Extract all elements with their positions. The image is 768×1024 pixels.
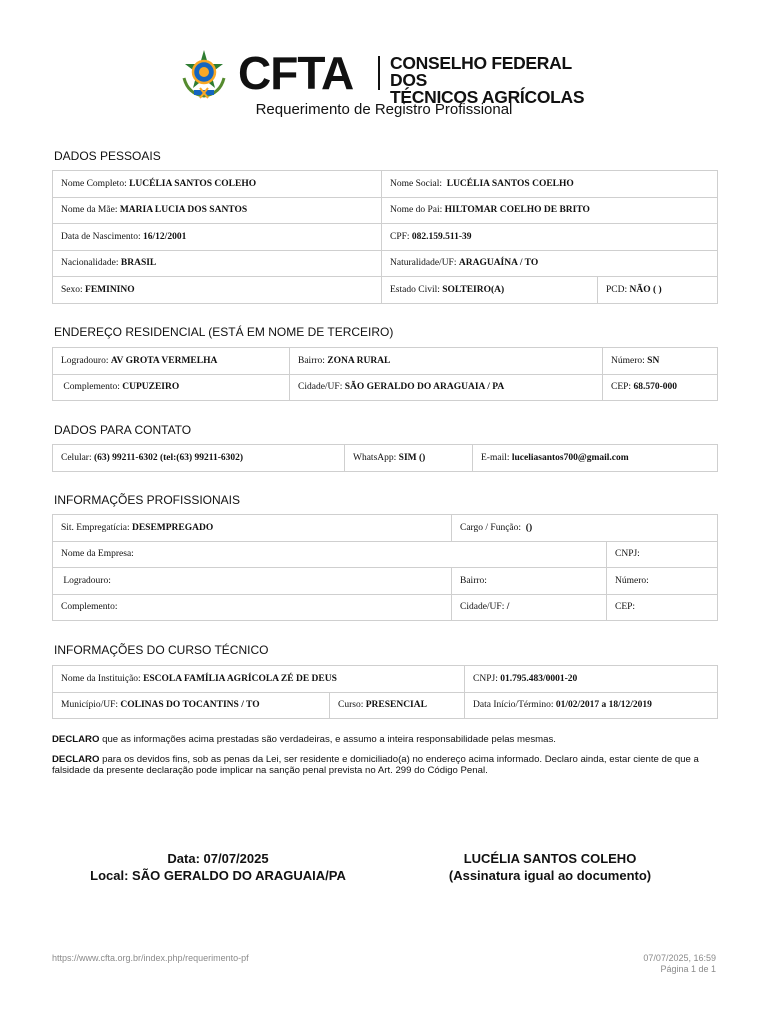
cell-numero-empresa: Número: xyxy=(607,568,718,595)
cell-numero: Número: SN xyxy=(603,348,718,375)
cell-cep-empresa: CEP: xyxy=(607,594,718,621)
cell-cidade: Cidade/UF: SÃO GERALDO DO ARAGUAIA / PA xyxy=(290,374,603,401)
table-row xyxy=(53,171,718,198)
cell-estado-civil: Estado Civil: SOLTEIRO(A) xyxy=(382,277,598,304)
cell-sexo: Sexo: FEMININO xyxy=(53,277,382,304)
section-title-pessoais: DADOS PESSOAIS xyxy=(54,149,161,163)
cell-bairro: Bairro: ZONA RURAL xyxy=(290,348,603,375)
cell-nacionalidade: Nacionalidade: BRASIL xyxy=(53,250,382,277)
footer-datetime: 07/07/2025, 16:59 xyxy=(643,953,716,963)
brand-subtitle-line1: CONSELHO FEDERAL DOS xyxy=(390,53,572,90)
table-row xyxy=(53,224,718,251)
brand-subtitle xyxy=(390,55,598,106)
header xyxy=(178,47,598,107)
brand-logo-text: CFTA xyxy=(238,47,354,99)
table-row xyxy=(53,515,718,542)
section-title-contato: DADOS PARA CONTATO xyxy=(54,423,192,437)
cell-cnpj-instituicao: CNPJ: 01.795.483/0001-20 xyxy=(465,666,718,693)
cell-naturalidade: Naturalidade/UF: ARAGUAÍNA / TO xyxy=(382,250,718,277)
section-title-profissionais: INFORMAÇÕES PROFISSIONAIS xyxy=(54,493,241,507)
document-title: Requerimento de Registro Profissional xyxy=(255,101,513,118)
table-row xyxy=(53,348,718,375)
cell-nome-social: Nome Social: LUCÉLIA SANTOS COELHO xyxy=(382,171,718,198)
cell-empresa: Nome da Empresa: xyxy=(53,541,607,568)
date-location-block xyxy=(60,850,376,884)
table-profissionais xyxy=(52,514,718,621)
table-row xyxy=(53,277,718,304)
footer-meta xyxy=(643,953,716,975)
cell-complemento: Complemento: CUPUZEIRO xyxy=(53,374,290,401)
section-title-curso: INFORMAÇÕES DO CURSO TÉCNICO xyxy=(54,643,269,657)
cell-whatsapp: WhatsApp: SIM () xyxy=(345,445,473,472)
cell-cnpj-empresa: CNPJ: xyxy=(607,541,718,568)
cell-logradouro-empresa: Logradouro: xyxy=(53,568,452,595)
table-row xyxy=(53,541,718,568)
signature-date: Data: 07/07/2025 xyxy=(167,851,269,866)
signature-name: LUCÉLIA SANTOS COLEHO xyxy=(463,851,637,866)
table-row xyxy=(53,692,718,719)
declaration-2: DECLARO para os devidos fins, sob as penas da Lei, ser residente e domiciliado(a) no endereço acima informado. Declaro ainda, estar ciente de que a falsidade da presente declaração pode implicar na sanção penal prevista no Art. 299 do Código Penal. xyxy=(52,754,699,776)
table-row xyxy=(53,568,718,595)
declaration-1: DECLARO que as informações acima prestadas são verdadeiras, e assumo a inteira responsabilidade pelas mesmas. xyxy=(52,734,556,745)
cell-pcd: PCD: NÃO ( ) xyxy=(598,277,718,304)
cell-cidade-empresa: Cidade/UF: / xyxy=(452,594,607,621)
cell-cep: CEP: 68.570-000 xyxy=(603,374,718,401)
cell-instituicao: Nome da Instituição: ESCOLA FAMÍLIA AGRÍCOLA ZÉ DE DEUS xyxy=(53,666,465,693)
cell-municipio: Município/UF: COLINAS DO TOCANTINS / TO xyxy=(53,692,330,719)
footer-url: https://www.cfta.org.br/index.php/requerimento-pf xyxy=(52,953,249,963)
brand-separator xyxy=(378,56,380,90)
cell-logradouro: Logradouro: AV GROTA VERMELHA xyxy=(53,348,290,375)
table-row xyxy=(53,445,718,472)
cell-nome-completo: Nome Completo: LUCÉLIA SANTOS COLEHO xyxy=(53,171,382,198)
signature-block xyxy=(410,850,690,884)
table-endereco xyxy=(52,347,718,401)
section-title-endereco: ENDEREÇO RESIDENCIAL (ESTÁ EM NOME DE TERCEIRO) xyxy=(54,325,394,339)
table-row xyxy=(53,197,718,224)
cell-sit-empregaticia: Sit. Empregatícia: DESEMPREGADO xyxy=(53,515,452,542)
table-row xyxy=(53,250,718,277)
cell-nome-mae: Nome da Mãe: MARIA LUCIA DOS SANTOS xyxy=(53,197,382,224)
cell-nome-pai: Nome do Pai: HILTOMAR COELHO DE BRITO xyxy=(382,197,718,224)
brazil-coat-of-arms-icon xyxy=(178,48,230,100)
table-row xyxy=(53,594,718,621)
cell-email: E-mail: luceliasantos700@gmail.com xyxy=(473,445,718,472)
table-curso xyxy=(52,665,718,719)
cell-bairro-empresa: Bairro: xyxy=(452,568,607,595)
table-dados-pessoais xyxy=(52,170,718,304)
signature-location: Local: SÃO GERALDO DO ARAGUAIA/PA xyxy=(90,868,346,883)
cell-complemento-empresa: Complemento: xyxy=(53,594,452,621)
cell-curso: Curso: PRESENCIAL xyxy=(330,692,465,719)
table-contato xyxy=(52,444,718,472)
footer-page-number: Página 1 de 1 xyxy=(660,964,716,974)
cell-celular: Celular: (63) 99211-6302 (tel:(63) 99211-6302) xyxy=(53,445,345,472)
table-row xyxy=(53,374,718,401)
cell-cpf: CPF: 082.159.511-39 xyxy=(382,224,718,251)
cell-datas: Data Início/Término: 01/02/2017 a 18/12/2019 xyxy=(465,692,718,719)
signature-note: (Assinatura igual ao documento) xyxy=(448,868,652,883)
cell-nascimento: Data de Nascimento: 16/12/2001 xyxy=(53,224,382,251)
cell-cargo: Cargo / Função: () xyxy=(452,515,718,542)
brand-subtitle-line2: TÉCNICOS AGRÍCOLAS xyxy=(390,87,585,107)
table-row xyxy=(53,666,718,693)
